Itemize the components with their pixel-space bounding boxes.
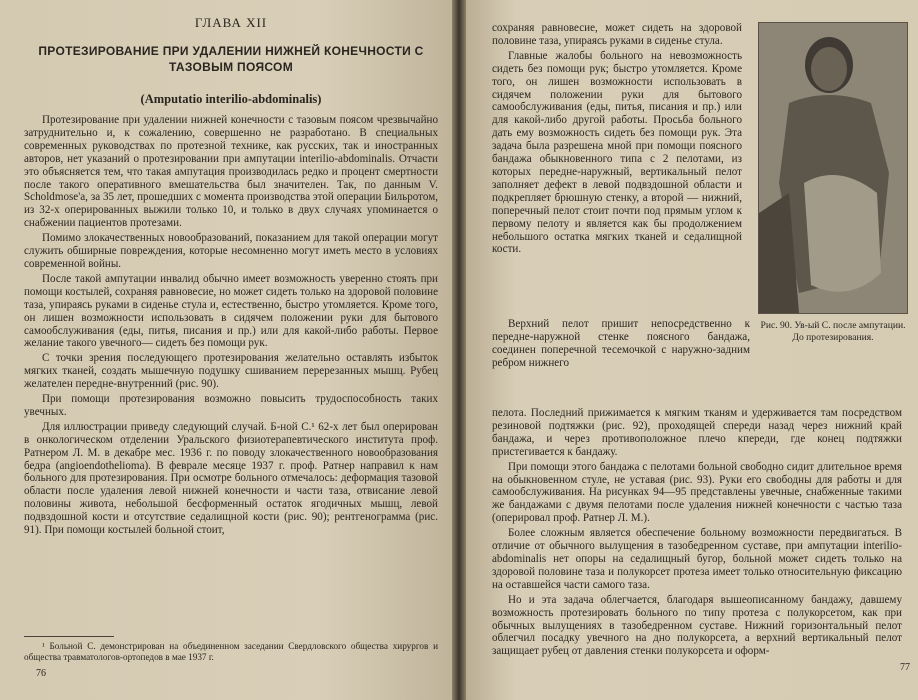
paragraph: Главные жалобы больного на невозможность сидеть без помощи рук; быстро утомляется. Кроме того, он лишен возможности использовать в сидячем положении руки для бытового самообслуживания (еды, питья, писания и пр.) или для какой-либо другой работы. Просьба больного дать ему возможность сидеть без помощи рук. Эта задача была разрешена мной при помощи поясного бандажа обыкновенного типа с 2 пелотами, из которых передне-наружный, вертикальный пелот заполняет дефект в левой подвздошной области и подкрепляет брюшную стенку, а второй — нижний, поперечный пелот стоит почти под прямым углом к первому пелоту и является как бы продолжением небольшого остатка мягких тканей и седалищной кости.	[492, 49, 742, 256]
paragraph: пелота. Последний прижимается к мягким тканям и удерживается там посредством резиновой подтяжки (рис. 92), проходящей спереди назад через нижний край бандажа, и через противоположное плечо кпереди, где конец подтяжки пристегивается к бандажу.	[492, 407, 902, 458]
paragraph: При помощи протезирования возможно повысить трудоспособность таких увечных.	[24, 393, 438, 418]
right-body-text-mid	[492, 318, 750, 370]
paragraph: Более сложным является обеспечение больному возможности передвигаться. В отличие от обычного вылущения в тазобедренном суставе, при ампутации interilio-abdominalis нет опоры на седалищный бугор, больной может сидеть только на здоровой половине таза и полукорсет протеза имеет только относительную фиксацию на оставшейся части самого таза.	[492, 527, 902, 591]
book-gutter	[452, 0, 466, 700]
paragraph: Помимо злокачественных новообразований, показанием для такой операции могут служить обширные повреждения, которые несомненно могут иметь место в условиях современной войны.	[24, 232, 438, 270]
section-subtitle: (Amputatio interilio-abdominalis)	[140, 92, 322, 106]
paragraph: Протезирование при удалении нижней конечности с тазовым поясом чрезвычайно затруднительно и, к сожалению, совершенно не разработано. В специальных современных руководствах по протезной технике, как русских, так и иностранных авторов, нет указаний о протезировании при ампутации interilio-abdominalis. Отчасти это объясняется тем, что такая ампутация производилась редко и процент смертности после такого оперативного вмешательства был значителен. Так, по данным V. Scholdmose'а, за 35 лет, прошедших с момента производства этой операции Бильротом, из 32-х оперированных выжили только 10, и только в двух случаях упоминается о снабжении пациентов протезами.	[24, 114, 438, 230]
right-body-text-bottom	[492, 407, 902, 660]
section-title: ПРОТЕЗИРОВАНИЕ ПРИ УДАЛЕНИИ НИЖНЕЙ КОНЕЧНОСТИ С ТАЗОВЫМ ПОЯСОМ	[38, 44, 424, 74]
paragraph: Для иллюстрации приведу следующий случай. Б-ной С.¹ 62-х лет был оперирован в онкологическом отделении Уральского физиотерапевтического института проф. Ратнером Л. М. в декабре мес. 1936 г. по поводу злокачественного новообразования бедра (angioendothelioma). В феврале месяце 1937 г. проф. Ратнер направил к нам больного для протезирования. При осмотре больного отмечалось: деформация тазовой области после удаления левой нижней конечности и части таза, отвисание левой половины живота, небольшой бесформенный остаток ягодичных мышц, левой подвздошной кости и отсутствие седалищной кости (рис. 90); рентгенограмма (рис. 91). При помощи костылей больной стоит,	[24, 420, 438, 537]
paragraph: При помощи этого бандажа с пелотами больной свободно сидит длительное время на обыкновенном стуле, не уставая (рис. 93). Руки его свободны для работы и для самообслуживания. На рисунках 94—95 представлены увечные, снабженные такими же бандажами с двумя пелотами после удаления нижней конечности с частью таза (оперировал проф. Ратнер Л. М.).	[492, 460, 902, 525]
left-body-text	[24, 114, 438, 539]
footnote: ¹ Больной С. демонстрирован на объединенном заседании Свердловского общества хирургов и общества травматологов-ортопедов в мае 1937 г.	[24, 641, 438, 662]
right-body-text-top	[492, 22, 742, 258]
paragraph: После такой ампутации инвалид обычно имеет возможность уверенно стоять при помощи костылей, сохраняя равновесие, но может сидеть только на здоровой половине таза, упираясь руками в сиденье стула и, естественно, быстро утомляется. Кроме того, он лишен возможности использовать в сидячем положении руки для бытового самообслуживания (еды, питья, писания и пр.) или для какой-либо работы. Первое желание такого увечного— сидеть без помощи рук.	[24, 272, 438, 350]
paragraph: С точки зрения последующего протезирования желательно оставлять избыток мягких тканей, создать мышечную подушку сшиванием перерезанных мышц. Рубец желателен передне-внутренний (рис. 90).	[24, 352, 438, 391]
page-number-right: 77	[900, 662, 910, 673]
paragraph: Но и эта задача облегчается, благодаря вышеописанному бандажу, давшему возможность протезировать больного по типу протеза с полукорсетом, как при обычных вылущениях в тазобедренном суставе. Нижний горизонтальный пелот облегчил посадку увечного на дно полукорсета, а верхний вертикальный пелот защищает рубец от давления стенки полукорсета и оформ-	[492, 593, 902, 658]
footnote-rule	[24, 636, 114, 637]
photo-image	[759, 23, 907, 313]
chapter-heading: ГЛАВА XII	[194, 15, 268, 30]
paragraph: Верхний пелот пришит непосредственно к передне-наружной стенке поясного бандажа, соединен поперечной тесемочкой с наружно-задним ребром нижнего	[492, 318, 750, 369]
page-number-left: 76	[36, 668, 46, 679]
paragraph: сохраняя равновесие, может сидеть на здоровой половине таза, упираясь руками в сиденье стула.	[492, 22, 742, 47]
patient-photo	[758, 22, 908, 314]
figure-caption: Рис. 90. Ув-ый С. после ампутации. До протезирования.	[760, 320, 906, 343]
